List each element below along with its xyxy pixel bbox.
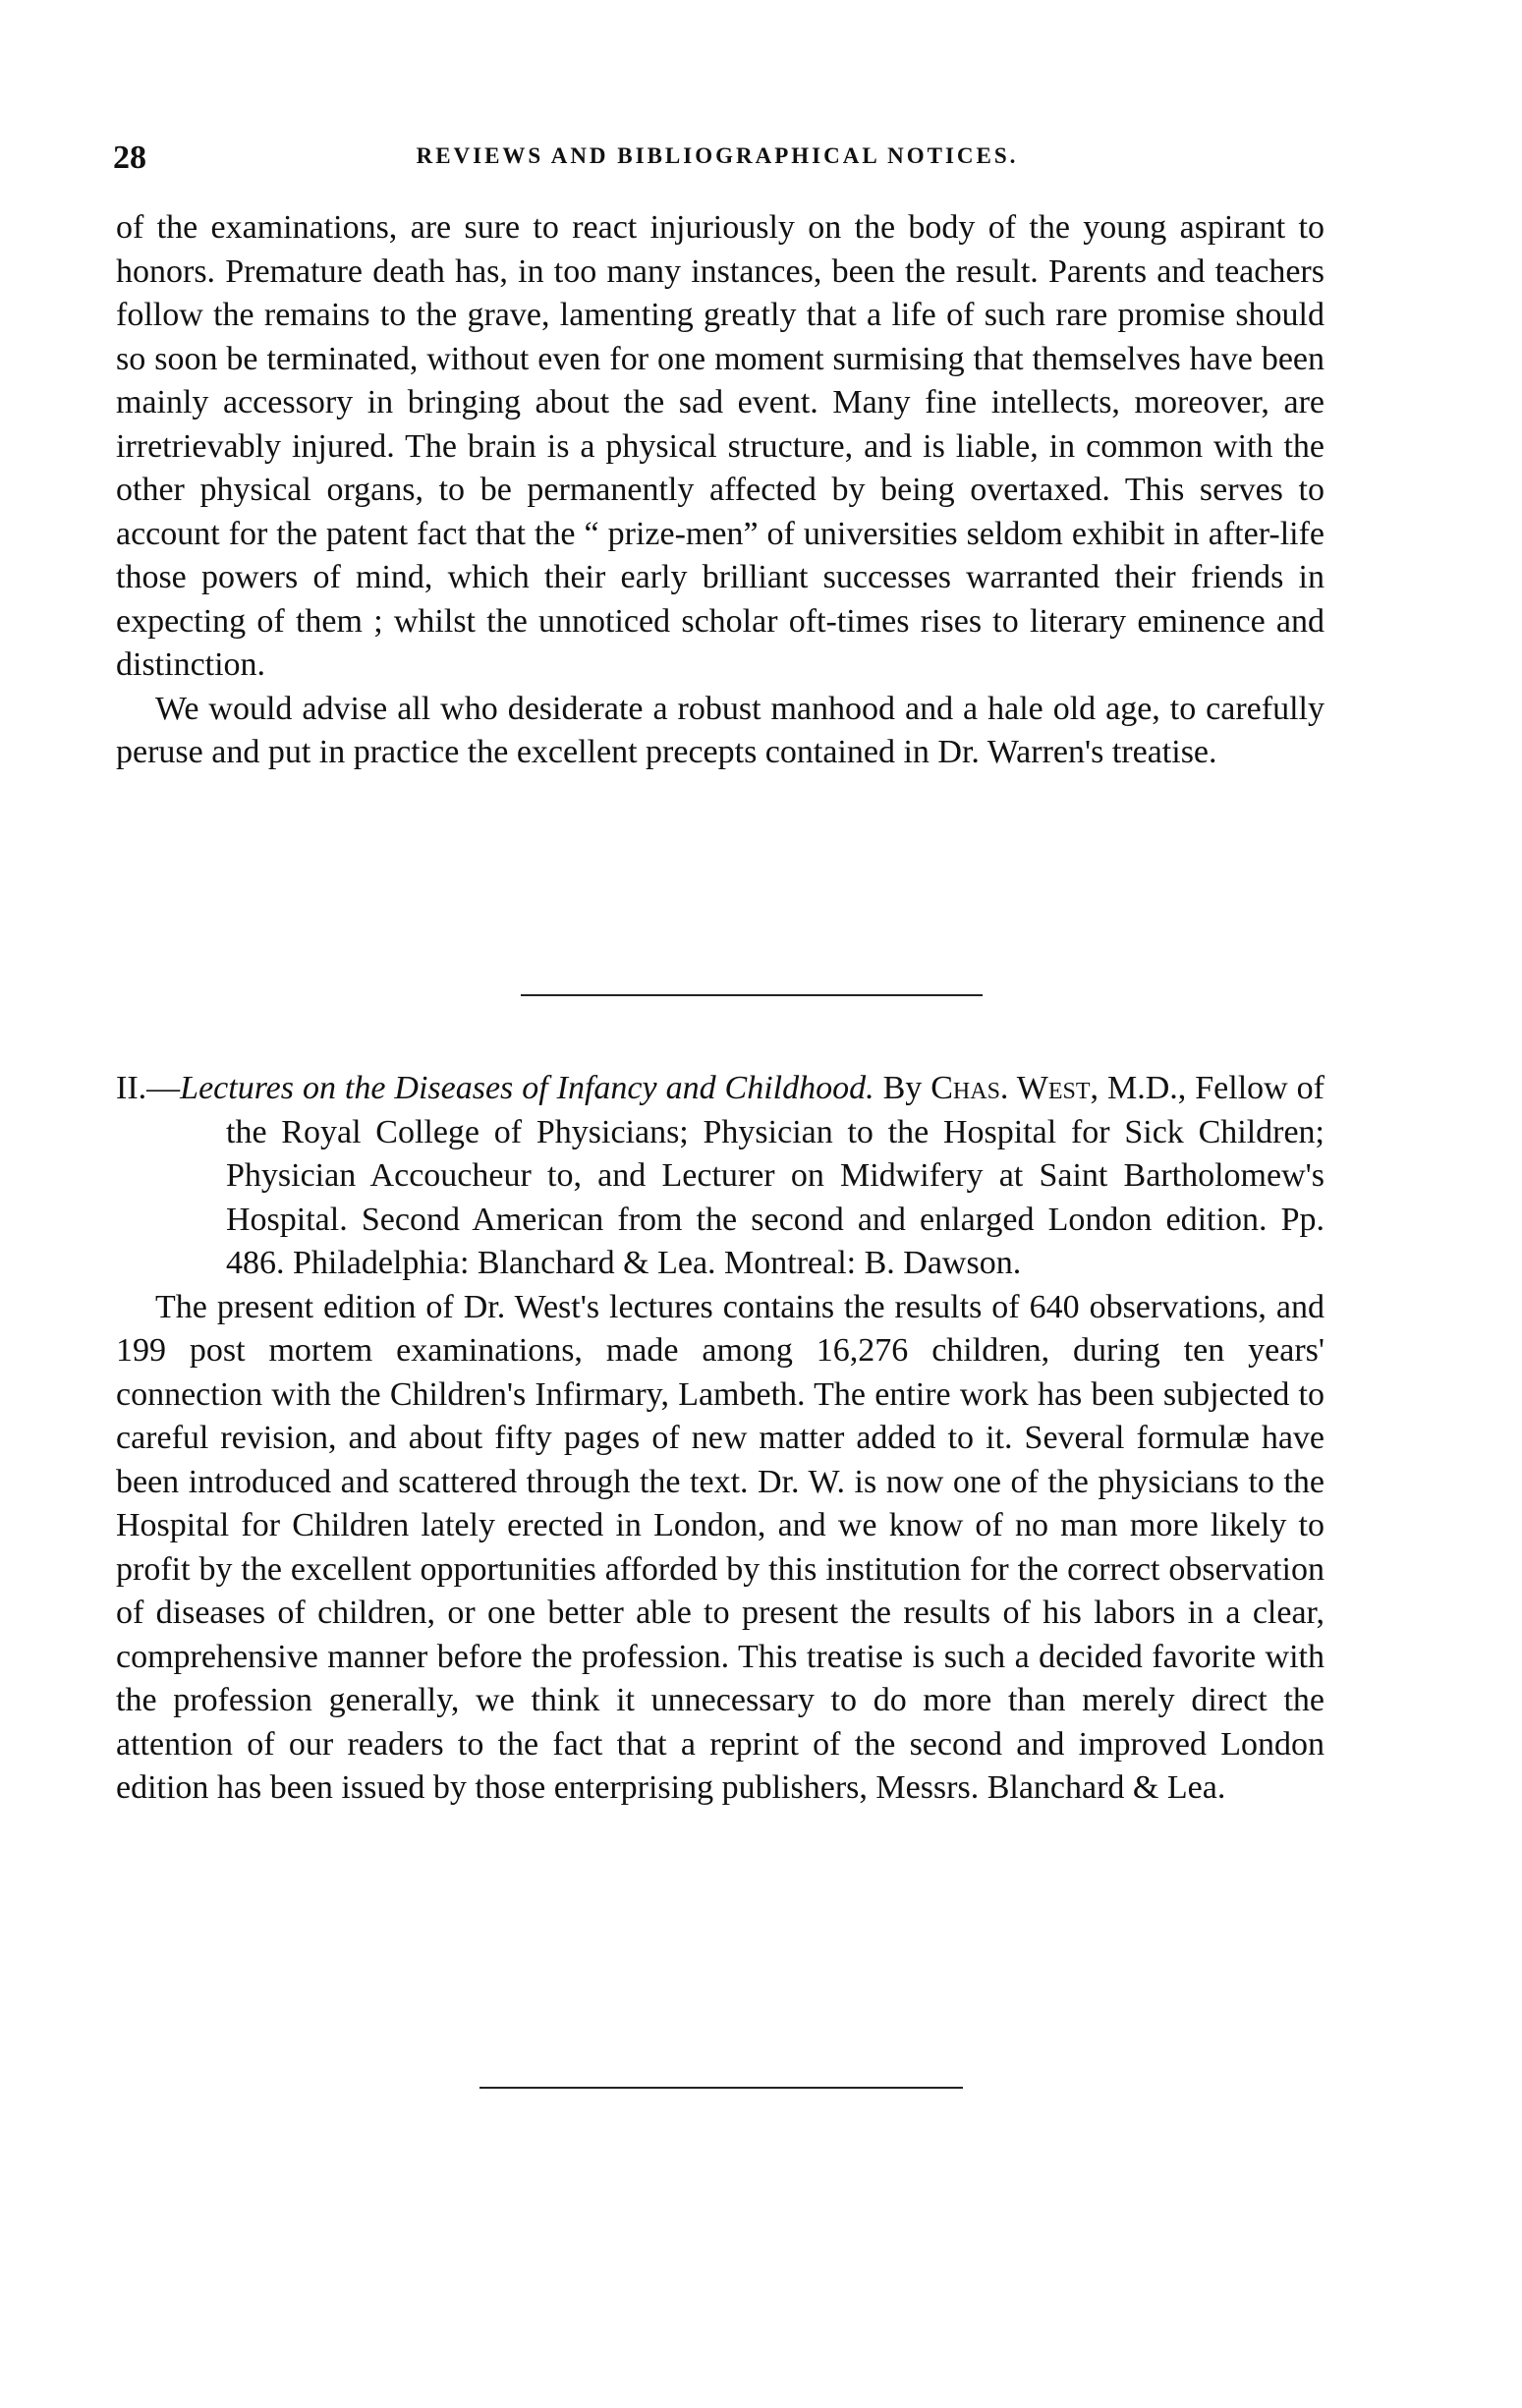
- page-number: 28: [113, 140, 146, 176]
- paragraph-continuation: of the examinations, are sure to react injuriously on the body of the young aspirant to honors. Premature death has, in too many instances, been the result. Parents and teachers follow the remains to the grave, lamenting greatly that a life of such rare promise should so soon be terminated, without even for one moment surmising that themselves have been mainly accessory in bringing about the sad event. Many fine intellects, moreover, are irretrievably injured. The brain is a physical structure, and is liable, in common with the other physical organs, to be permanently affected by being overtaxed. This serves to account for the patent fact that the “ prize-men” of universities seldom exhibit in after-life those powers of mind, which their early brilliant successes warranted their friends in expecting of them ; whilst the unnoticed scholar oft-times rises to literary eminence and distinction.: [116, 209, 1325, 683]
- entry-title: Lectures on the Diseases of Infancy and Childhood.: [180, 1070, 874, 1106]
- running-head: [113, 140, 1322, 179]
- entry-author: Chas. West,: [930, 1070, 1099, 1106]
- review-paragraph: The present edition of Dr. West's lectures contains the results of 640 observations, and 199 post mortem examinations, made among 16,276 children, during ten years' connection with the Children's Infirmary, Lambeth. The entire work has been subjected to careful revision, and about fifty pages of new matter added to it. Several formulæ have been introduced and scattered through the text. Dr. W. is now one of the physicians to the Hospital for Children lately erected in London, and we know of no man more likely to profit by the excellent opportunities afforded by this institution for the correct observation of diseases of children, or one better able to present the results of his labors in a clear, comprehensive manner before the profession. This treatise is such a decided favorite with the profession generally, we think it unnecessary to do more than merely direct the attention of our readers to the fact that a reprint of the second and improved London edition has been issued by those enterprising publishers, Messrs. Blanchard & Lea.: [116, 1288, 1325, 1806]
- section-divider: [521, 994, 983, 996]
- paragraph-advice: We would advise all who desiderate a robust manhood and a hale old age, to carefully peruse and put in practice the excellent precepts contained in Dr. Warren's treatise.: [116, 690, 1325, 770]
- entry-by: By: [874, 1070, 931, 1106]
- entry-details: M.D., Fellow of the Royal College of Physicians; Physician to the Hospital for Sick Children; Physician Accoucheur to, and Lecturer on Midwifery at Saint Bartholomew's Hospital. Second American from the second and enlarged London edition. Pp. 486. Philadelphia: Blanchard & Lea. Montreal: B. Dawson.: [226, 1070, 1325, 1281]
- continued-review-text: [116, 206, 1325, 775]
- review-entry-ii: [116, 1067, 1325, 1811]
- entry-number: II.—: [116, 1070, 181, 1106]
- running-title: REVIEWS AND BIBLIOGRAPHICAL NOTICES.: [416, 143, 1019, 168]
- end-divider: [479, 2087, 963, 2089]
- bibliographic-entry: [116, 1067, 1325, 1286]
